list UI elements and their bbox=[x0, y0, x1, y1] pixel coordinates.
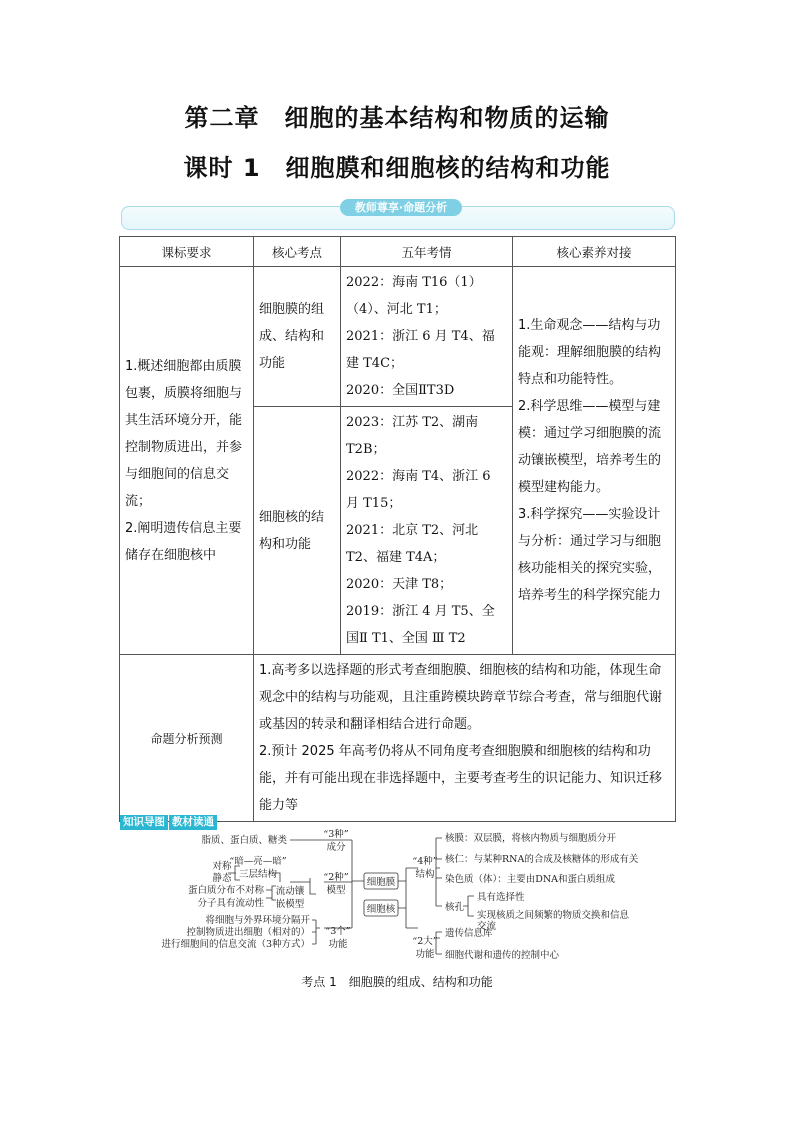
prediction-item: 2.预计 2025 年高考仍将从不同角度考查细胞膜和细胞核的结构和功能，并有可能出现在非选择题中，主要考查考生的识记能力、知识迁移能力等 bbox=[259, 744, 663, 813]
tag-textbook: 教材读通 bbox=[169, 815, 217, 830]
map-item: 细胞代谢和遗传的控制中心 bbox=[445, 950, 560, 961]
lesson-title: 课时 1 细胞膜和细胞核的结构和功能 bbox=[183, 154, 611, 182]
exam-item: 2020：全国ⅡT3D bbox=[346, 383, 455, 398]
group-label: 功能 bbox=[415, 949, 435, 960]
group-label: “2大” bbox=[412, 936, 438, 947]
literacy-item: 3.科学探究——实验设计与分析：通过学习与细胞核功能相关的探究实验，培养考生的科学探究能力 bbox=[518, 507, 662, 603]
center-label-membrane: 细胞膜 bbox=[366, 877, 396, 888]
prediction-label: 命题分析预测 bbox=[120, 655, 254, 822]
center-label-nucleus: 细胞核 bbox=[366, 904, 396, 915]
exam-item: 2019：浙江 4 月 T5、全国Ⅱ T1、全国 Ⅲ T2 bbox=[346, 604, 495, 646]
exam-item: 2020：天津 T8； bbox=[346, 577, 453, 592]
map-item: 蛋白质分布不对称 bbox=[187, 885, 264, 896]
map-item: 嵌模型 bbox=[275, 899, 305, 910]
map-item: 核孔 bbox=[445, 902, 465, 913]
group-label: “2种” bbox=[323, 872, 349, 883]
section-heading: 考点 1 细胞膜的组成、结构和功能 bbox=[301, 975, 493, 989]
group-label: “3种” bbox=[323, 829, 349, 840]
standard-cell bbox=[120, 267, 254, 655]
header-standard: 课标要求 bbox=[120, 237, 254, 267]
exam-cell bbox=[341, 267, 513, 407]
map-item: 染色质（体）：主要由DNA和蛋白质组成 bbox=[445, 874, 616, 885]
knowledge-mindmap bbox=[140, 828, 660, 968]
exam-analysis-table bbox=[119, 236, 676, 822]
header-literacy: 核心素养对接 bbox=[513, 237, 676, 267]
group-label: 结构 bbox=[415, 869, 435, 880]
map-item: 进行细胞间的信息交流（3种方式） bbox=[161, 939, 310, 950]
group-label: “3个” bbox=[325, 926, 351, 937]
map-item: 交流 bbox=[477, 921, 497, 932]
group-label: “4种” bbox=[412, 856, 438, 867]
header-exam: 五年考情 bbox=[341, 237, 513, 267]
chapter-title: 第二章 细胞的基本结构和物质的运输 bbox=[184, 104, 610, 132]
exam-item: 2021：浙江 6 月 T4、福建 T4C； bbox=[346, 329, 495, 371]
standard-item: 1.概述细胞都由质膜包裹，质膜将细胞与其生活环境分开，能控制物质进出，并参与细胞间的信息交流； bbox=[125, 358, 243, 509]
group-label: 成分 bbox=[326, 842, 346, 853]
section-tags bbox=[120, 810, 217, 828]
topic-cell: 细胞核的结构和功能 bbox=[254, 407, 341, 655]
exam-cell bbox=[341, 407, 513, 655]
literacy-item: 2.科学思维——模型与建模：通过学习细胞膜的流动镶嵌模型，培养考生的模型建构能力。 bbox=[518, 399, 662, 495]
map-item: 分子具有流动性 bbox=[197, 898, 264, 909]
header-topic: 核心考点 bbox=[254, 237, 341, 267]
map-item: 流动镶 bbox=[275, 886, 305, 897]
map-item: 控制物质进出细胞（相对的） bbox=[186, 927, 310, 938]
group-label: 模型 bbox=[326, 885, 346, 896]
literacy-item: 1.生命观念——结构与功能观：理解细胞膜的结构特点和功能特性。 bbox=[518, 318, 662, 387]
map-item: 遗传信息库 bbox=[445, 928, 493, 939]
prediction-cell bbox=[254, 655, 676, 822]
topic-cell: 细胞膜的组成、结构和功能 bbox=[254, 267, 341, 407]
tag-mindmap: 知识导图 bbox=[120, 815, 168, 830]
map-item: 核膜：双层膜，将核内物质与细胞质分开 bbox=[445, 833, 617, 844]
map-item: 将细胞与外界环境分隔开 bbox=[205, 915, 310, 926]
literacy-cell bbox=[513, 267, 676, 655]
map-item: 对称 bbox=[212, 861, 232, 872]
map-item: 具有选择性 bbox=[477, 892, 525, 903]
map-item: 脂质、蛋白质、糖类 bbox=[201, 835, 287, 846]
exam-item: 2022：海南 T16（1）（4）、河北 T1； bbox=[346, 275, 482, 317]
exam-item: 2022：海南 T4、浙江 6 月 T15； bbox=[346, 469, 491, 511]
banner-label: 教师尊享·命题分析 bbox=[340, 199, 462, 216]
exam-item: 2023：江苏 T2、湖南 T2B； bbox=[346, 415, 479, 457]
map-item: 静态 bbox=[212, 873, 232, 884]
exam-item: 2021：北京 T2、河北 T2、福建 T4A； bbox=[346, 523, 479, 565]
group-label: 功能 bbox=[328, 939, 348, 950]
standard-item: 2.阐明遗传信息主要储存在细胞核中 bbox=[125, 520, 242, 563]
map-item: 实现核质之间频繁的物质交换和信息 bbox=[477, 910, 630, 921]
table-row bbox=[120, 655, 676, 822]
map-item: 三层结构 bbox=[238, 869, 278, 880]
prediction-item: 1.高考多以选择题的形式考查细胞膜、细胞核的结构和功能，体现生命观念中的结构与功能观，且注重跨模块跨章节综合考查，常与细胞代谢或基因的转录和翻译相结合进行命题。 bbox=[259, 663, 663, 732]
map-item: “暗—亮—暗” bbox=[229, 856, 287, 867]
table-row bbox=[120, 267, 676, 407]
table-header-row bbox=[120, 237, 676, 267]
map-item: 核仁：与某种RNA的合成及核糖体的形成有关 bbox=[445, 854, 639, 865]
